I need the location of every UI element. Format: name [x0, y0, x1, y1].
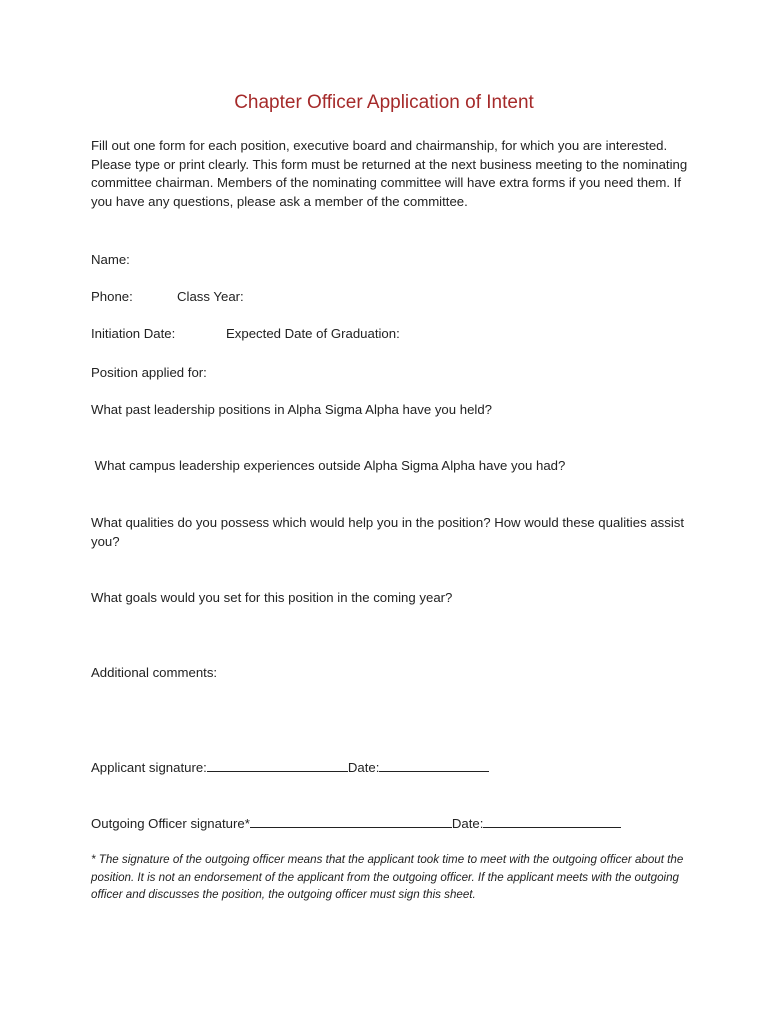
question-qualities: What qualities do you possess which would help you in the position? How would these qualities assist you?: [91, 515, 685, 549]
initiation-date-field-label: Initiation Date:: [91, 326, 176, 341]
dates-row: [91, 325, 491, 344]
applicant-signature-line: [207, 758, 348, 772]
phone-field-label: Phone:: [91, 289, 133, 304]
applicant-signature-row: [91, 758, 489, 777]
question-past-leadership: What past leadership positions in Alpha Sigma Alpha have you held?: [91, 402, 493, 417]
officer-signature-line: [250, 814, 452, 828]
applicant-signature-label: Applicant signature:: [91, 760, 207, 775]
position-field-label: Position applied for:: [91, 365, 207, 380]
instructions-paragraph: Fill out one form for each position, executive board and chairmanship, for which you are interested. Please type or print clearly. This form must be returned at the next business meeting to the nominating committee chairman. Members of the nominating committee will have extra forms if you need them. If you have any questions, please ask a member of the committee.: [91, 138, 688, 209]
phone-row: [91, 288, 391, 307]
officer-date-line: [483, 814, 621, 828]
officer-date-label: Date:: [451, 816, 484, 831]
page-title: Chapter Officer Application of Intent: [234, 92, 534, 113]
officer-signature-label: Outgoing Officer signature*: [91, 816, 250, 831]
applicant-date-line: [379, 758, 489, 772]
question-goals: What goals would you set for this position in the coming year?: [91, 590, 453, 605]
question-campus-leadership: What campus leadership experiences outside Alpha Sigma Alpha have you had?: [91, 458, 566, 473]
applicant-date-label: Date:: [347, 760, 380, 775]
footnote: * The signature of the outgoing officer means that the applicant took time to meet with the outgoing officer about the position. It is not an endorsement of the applicant from the outgoing officer. If the applicant meets with the outgoing officer and discusses the position, the outgoing officer must sign this sheet.: [91, 853, 684, 902]
officer-signature-row: [91, 814, 621, 833]
additional-comments-label: Additional comments:: [91, 665, 218, 680]
expected-graduation-field-label: Expected Date of Graduation:: [226, 326, 400, 341]
name-field-label: Name:: [91, 252, 130, 267]
class-year-field-label: Class Year:: [177, 289, 244, 304]
